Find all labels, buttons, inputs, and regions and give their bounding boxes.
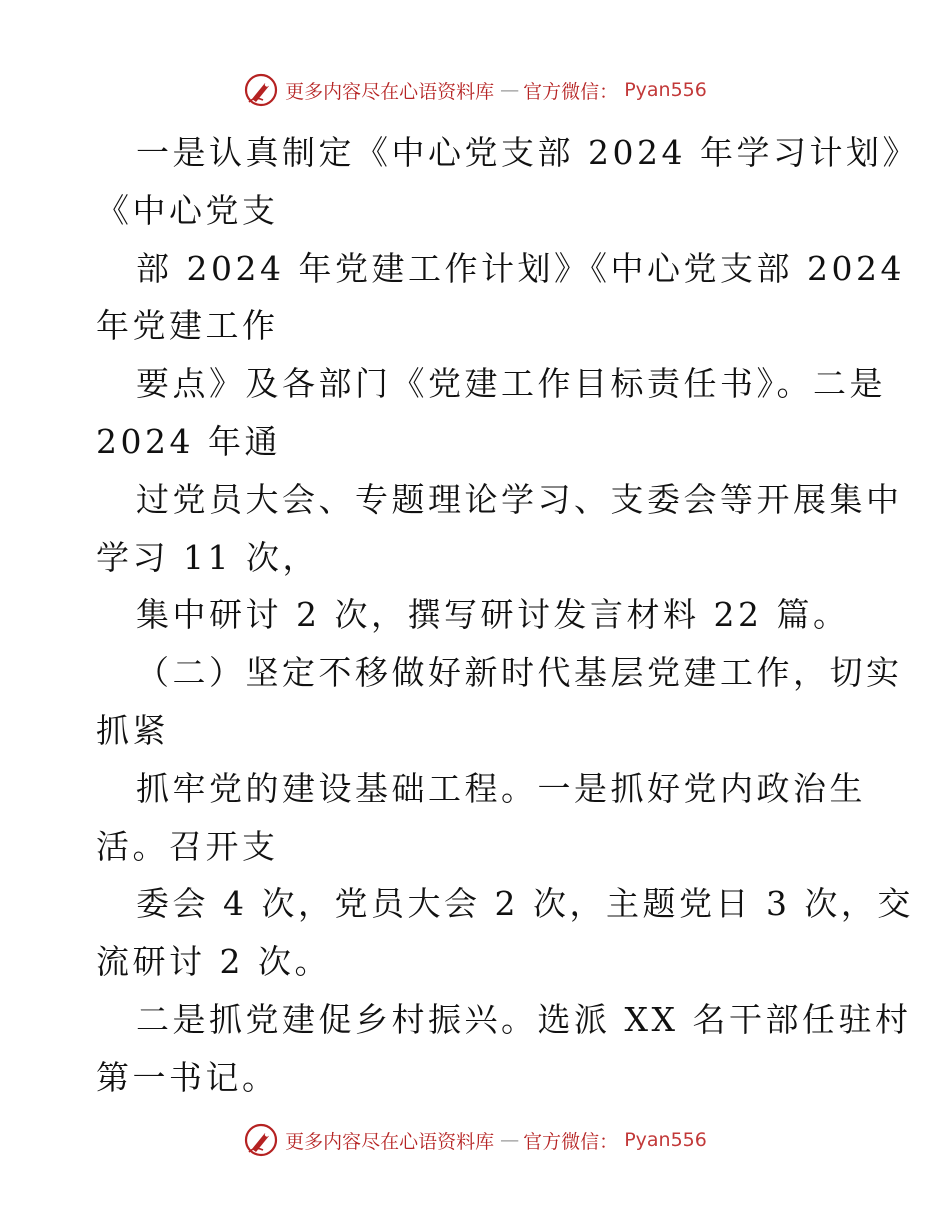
watermark-contact-label: 官方微信： xyxy=(523,80,619,103)
watermark-text: 更多内容尽在心语资料库 xyxy=(285,80,495,103)
text-line: （二）坚定不移做好新时代基层党建工作，切实 xyxy=(136,653,903,693)
text-line: 过党员大会、专题理论学习、支委会等开展集中 xyxy=(136,479,903,519)
watermark-contact-id: Pyan556 xyxy=(624,79,707,101)
text-line: 学习 11 次， xyxy=(96,537,319,577)
text-line: 部 2024 年党建工作计划》《中心党支部 2024 xyxy=(136,248,905,288)
text-line: 抓紧 xyxy=(96,710,169,750)
text-line: 二是抓党建促乡村振兴。选派 XX 名干部任驻村 xyxy=(136,999,912,1039)
text-line: 流研讨 2 次。 xyxy=(96,942,331,982)
document-body xyxy=(96,124,919,1107)
text-line: 2024 年通 xyxy=(96,421,281,461)
text-line: 《中心党支 xyxy=(96,190,279,230)
text-line: 一是认真制定《中心党支部 2024 年学习计划》 xyxy=(136,133,919,172)
footer-watermark xyxy=(0,1120,950,1160)
watermark-contact-label: 官方微信： xyxy=(523,1130,619,1153)
text-line: 第一书记。 xyxy=(96,1057,279,1097)
watermark-text: 更多内容尽在心语资料库 xyxy=(285,1130,495,1153)
pen-nib-logo-icon xyxy=(243,72,279,108)
text-line: 委会 4 次，党员大会 2 次，主题党日 3 次，交 xyxy=(136,884,914,924)
watermark-contact-id: Pyan556 xyxy=(624,1129,707,1151)
header-watermark xyxy=(0,70,950,110)
watermark-separator: — xyxy=(500,79,518,101)
watermark-separator: — xyxy=(500,1129,518,1151)
text-line: 要点》及各部门《党建工作目标责任书》。二是 xyxy=(136,364,886,404)
text-line: 活。召开支 xyxy=(96,826,279,866)
text-line: 集中研讨 2 次，撰写研讨发言材料 22 篇。 xyxy=(136,595,850,635)
pen-nib-logo-icon xyxy=(243,1122,279,1158)
text-line: 抓牢党的建设基础工程。一是抓好党内政治生 xyxy=(136,768,866,808)
text-line: 年党建工作 xyxy=(96,306,279,346)
